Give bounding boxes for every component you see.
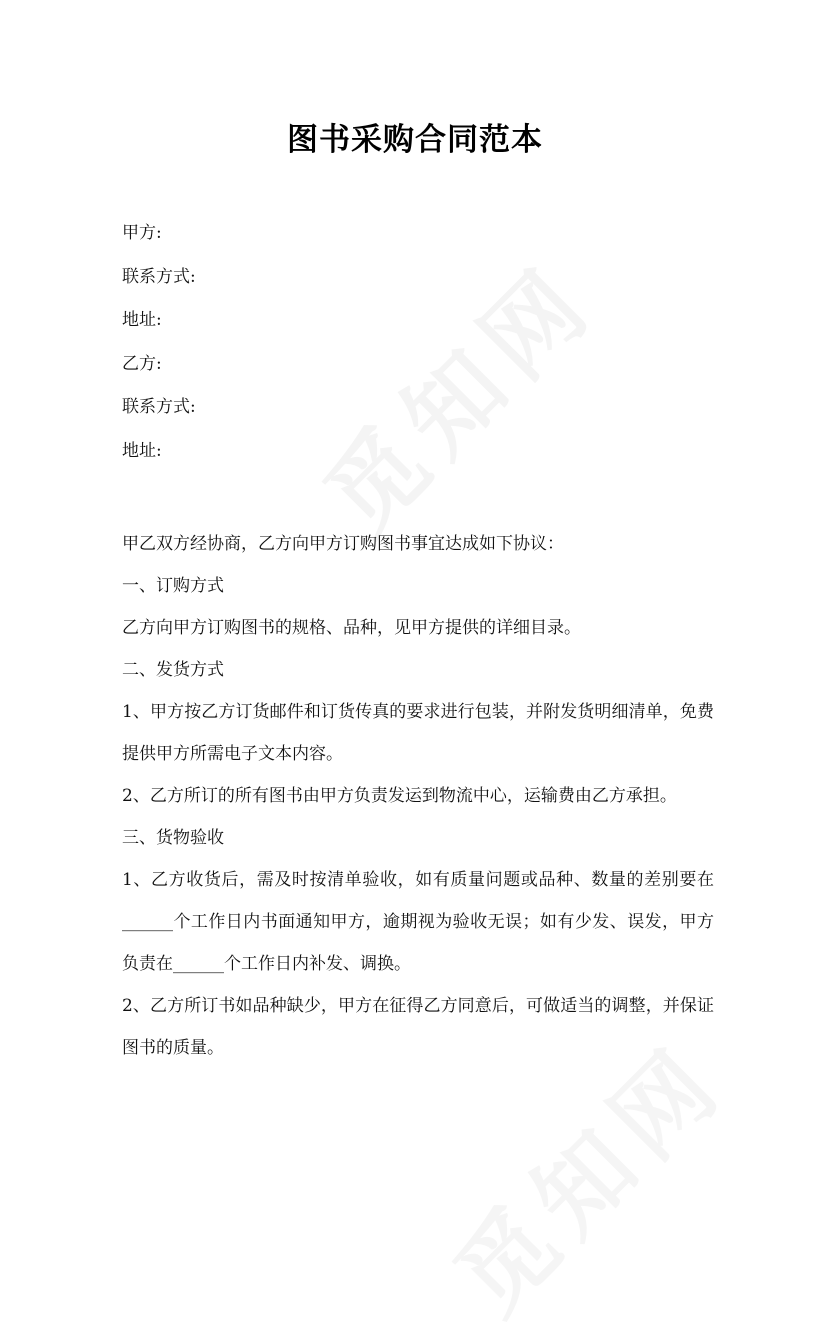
party-info-block bbox=[122, 219, 196, 481]
paragraph-inspection-2: 2、乙方所订书如品种缺少，甲方在征得乙方同意后，可做适当的调整，并保证图书的质量。 bbox=[122, 996, 714, 1058]
paragraph-ordering: 乙方向甲方订购图书的规格、品种，见甲方提供的详细目录。 bbox=[122, 618, 581, 638]
party-b-contact-label: 联系方式: bbox=[122, 397, 196, 418]
paragraph-inspection-1: 1、乙方收货后，需及时按清单验收，如有质量问题或品种、数量的差别要在______个工作日内书面通知甲方，逾期视为验收无误；如有少发、误发，甲方负责在______个工作日内补发、调换。 bbox=[122, 870, 714, 974]
party-a-address-label: 地址: bbox=[122, 310, 162, 331]
section-heading-shipping: 二、发货方式 bbox=[122, 660, 224, 680]
watermark bbox=[290, 228, 620, 558]
intro-paragraph: 甲乙双方经协商，乙方向甲方订购图书事宜达成如下协议： bbox=[122, 534, 564, 554]
section-heading-ordering: 一、订购方式 bbox=[122, 576, 224, 596]
paragraph-shipping-1: 1、甲方按乙方订货邮件和订货传真的要求进行包装，并附发货明细清单，免费提供甲方所需电子文本内容。 bbox=[122, 702, 714, 764]
section-heading-inspection: 三、货物验收 bbox=[122, 828, 224, 848]
party-b-label: 乙方: bbox=[122, 353, 162, 374]
party-b-address-label: 地址: bbox=[122, 440, 162, 461]
contract-body bbox=[122, 523, 714, 1069]
party-a-contact-label: 联系方式: bbox=[122, 266, 196, 287]
paragraph-shipping-2: 2、乙方所订的所有图书由甲方负责发运到物流中心，运输费由乙方承担。 bbox=[122, 786, 677, 806]
party-a-label: 甲方: bbox=[122, 223, 162, 243]
document-title: 图书采购合同范本 bbox=[287, 122, 543, 158]
